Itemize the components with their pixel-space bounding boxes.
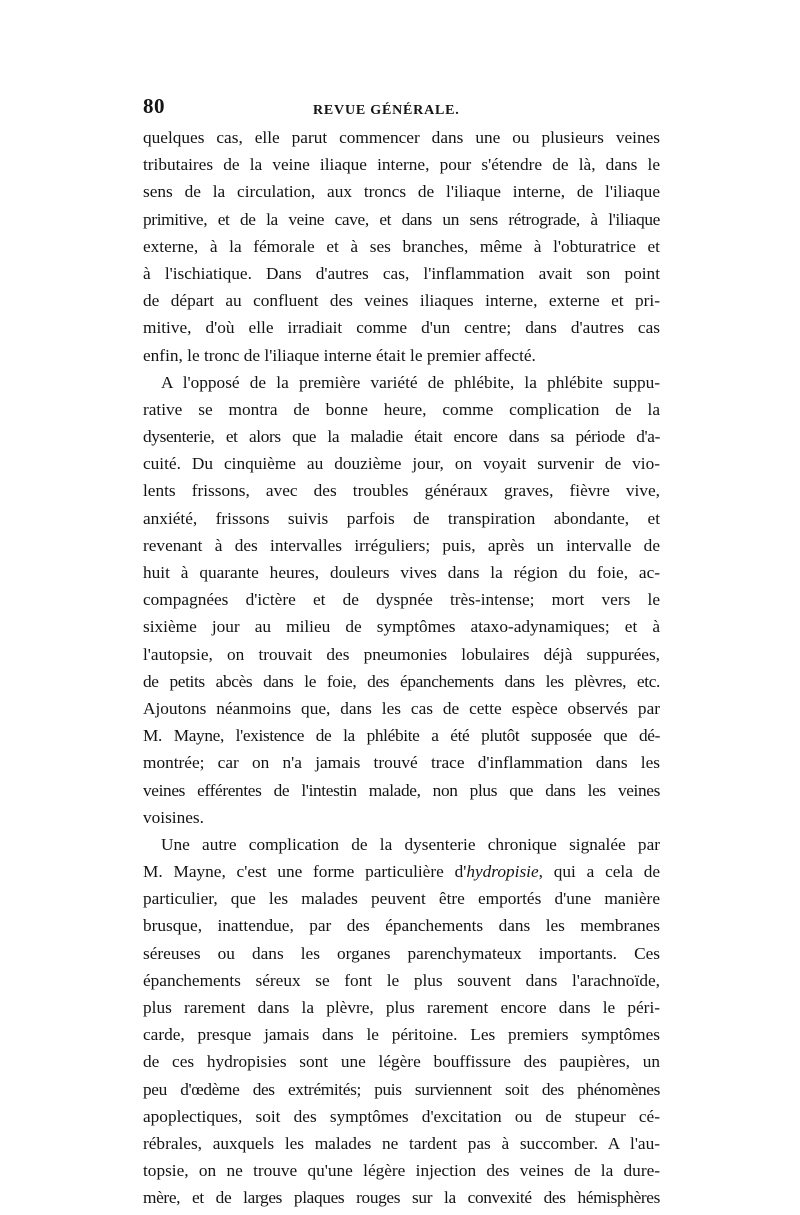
text-line: séreuses ou dans les organes parenchymateux importants. Ces bbox=[143, 943, 660, 963]
text-line: primitive, et de la veine cave, et dans un sens rétrograde, à l'iliaque bbox=[143, 209, 660, 229]
text-line: de petits abcès dans le foie, des épanchements dans les plèvres, etc. bbox=[143, 671, 660, 691]
text-line: épanchements séreux se font le plus souvent dans l'arachnoïde, bbox=[143, 970, 660, 990]
text-line: enfin, le tronc de l'iliaque interne était le premier affecté. bbox=[143, 345, 536, 365]
text-line: voisines. bbox=[143, 807, 204, 827]
text-segment: , qui a cela de bbox=[538, 862, 660, 882]
text-line: sixième jour au milieu de symptômes ataxo-adynamiques; et à bbox=[143, 617, 660, 637]
text-line: cuité. Du cinquième au douzième jour, on voyait survenir de vio- bbox=[143, 454, 660, 474]
text-line: apoplectiques, soit des symptômes d'excitation ou de stupeur cé- bbox=[143, 1106, 660, 1126]
text-line: mitive, d'où elle irradiait comme d'un centre; dans d'autres cas bbox=[143, 318, 660, 338]
text-line: lents frissons, avec des troubles généraux graves, fièvre vive, bbox=[143, 481, 660, 501]
text-line: plus rarement dans la plèvre, plus rarement encore dans le péri- bbox=[143, 998, 660, 1017]
text-line: compagnées d'ictère et de dyspnée très-intense; mort vers le bbox=[143, 590, 660, 610]
text-line: Une autre complication de la dysenterie chronique signalée par bbox=[161, 834, 660, 854]
text-line: rative se montra de bonne heure, comme complication de la bbox=[143, 399, 660, 419]
text-line: l'autopsie, on trouvait des pneumonies lobulaires déjà suppurées, bbox=[143, 644, 660, 664]
text-line: topsie, on ne trouve qu'une légère injection des veines de la dure- bbox=[143, 1161, 660, 1181]
text-line: rébrales, auxquels les malades ne tardent pas à succomber. A l'au- bbox=[143, 1133, 660, 1153]
running-head bbox=[143, 94, 660, 124]
italic-term: hydropisie bbox=[466, 862, 539, 882]
running-title: REVUE GÉNÉRALE. bbox=[313, 103, 460, 118]
text-line bbox=[143, 858, 660, 885]
text-line: dysenterie, et alors que la maladie était encore dans sa période d'a- bbox=[143, 427, 660, 447]
text-segment: d' bbox=[454, 862, 467, 882]
text-line: tributaires de la veine iliaque interne, pour s'étendre de là, dans le bbox=[143, 155, 660, 175]
text-line: Ajoutons néanmoins que, dans les cas de cette espèce observés par bbox=[143, 698, 660, 718]
text-line: sens de la circulation, aux troncs de l'iliaque interne, de l'iliaque bbox=[143, 182, 660, 202]
text-line: de départ au confluent des veines iliaques interne, externe et pri- bbox=[143, 291, 660, 311]
text-line: anxiété, frissons suivis parfois de transpiration abondante, et bbox=[143, 508, 660, 528]
text-line: huit à quarante heures, douleurs vives dans la région du foie, ac- bbox=[143, 563, 660, 582]
text-line: de ces hydropisies sont une légère bouffissure des paupières, un bbox=[143, 1052, 660, 1072]
text-line: à l'ischiatique. Dans d'autres cas, l'inflammation avait son point bbox=[143, 263, 660, 283]
text-line: externe, à la fémorale et à ses branches, même à l'obturatrice et bbox=[143, 236, 660, 256]
text-line: carde, presque jamais dans le péritoine. Les premiers symptômes bbox=[143, 1025, 660, 1045]
text-line: montrée; car on n'a jamais trouvé trace d'inflammation dans les bbox=[143, 753, 660, 773]
text-line: particulier, que les malades peuvent être emportés d'une manière bbox=[143, 889, 660, 909]
text-line: mère, et de larges plaques rouges sur la convexité des hémisphères bbox=[143, 1188, 660, 1208]
text-line: peu d'œdème des extrémités; puis surviennent soit des phénomènes bbox=[143, 1079, 660, 1099]
text-line: A l'opposé de la première variété de phlébite, la phlébite suppu- bbox=[161, 372, 660, 392]
text-line: quelques cas, elle parut commencer dans une ou plusieurs veines bbox=[143, 128, 660, 147]
text-line: M. Mayne, l'existence de la phlébite a été plutôt supposée que dé- bbox=[143, 726, 660, 746]
text-line: brusque, inattendue, par des épanchements dans les membranes bbox=[143, 916, 660, 936]
text-segment: M. Mayne, c'est une forme particulière bbox=[143, 862, 444, 882]
text-line: revenant à des intervalles irréguliers; puis, après un intervalle de bbox=[143, 535, 660, 555]
page-number: 80 bbox=[143, 94, 165, 118]
body-text bbox=[143, 124, 660, 1212]
text-line: veines efférentes de l'intestin malade, non plus que dans les veines bbox=[143, 780, 660, 800]
book-page bbox=[143, 94, 660, 1212]
